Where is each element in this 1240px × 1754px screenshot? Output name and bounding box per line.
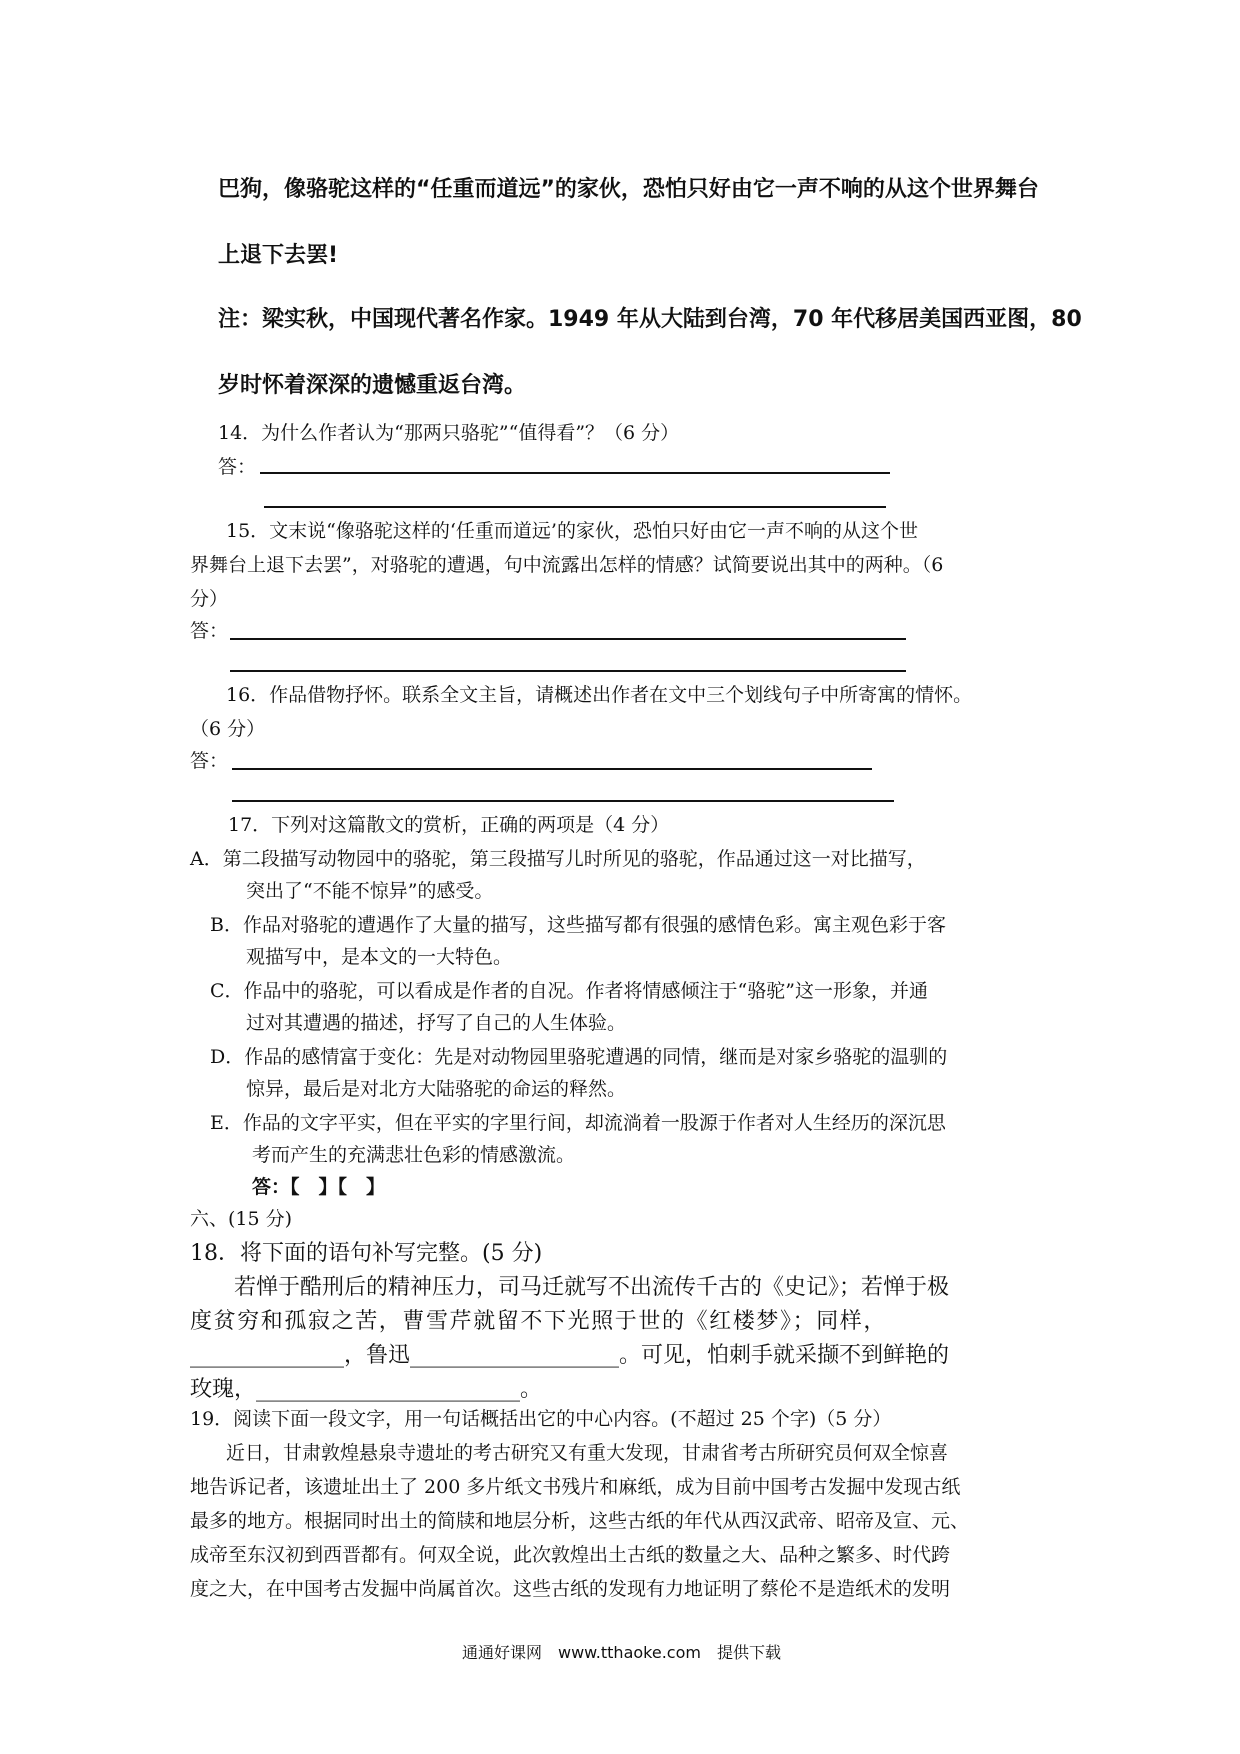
- question-15-line-3: 分）: [190, 588, 229, 610]
- note-line-1: 注：梁实秋，中国现代著名作家。1949 年从大陆到台湾，70 年代移居美国西亚图，80: [218, 307, 1082, 332]
- answer-line-14b[interactable]: [264, 506, 886, 508]
- answer-line-15b[interactable]: [230, 670, 906, 672]
- option-b-line-1: B．作品对骆驼的遭遇作了大量的描写，这些描写都有很强的感情色彩。寓主观色彩于客: [210, 914, 946, 936]
- option-a-line-1: A．第二段描写动物园中的骆驼，第三段描写儿时所见的骆驼，作品通过这一对比描写，: [190, 848, 926, 870]
- answer-line-14a[interactable]: [260, 472, 890, 474]
- q19-line-4: 成帝至东汉初到西晋都有。何双全说，此次敦煌出土古纸的数量之大、品种之繁多、时代跨: [190, 1544, 951, 1566]
- passage-line-2: 上退下去罢!: [218, 243, 339, 268]
- passage-line-1: 巴狗，像骆驼这样的“任重而道远”的家伙，恐怕只好由它一声不响的从这个世界舞台: [218, 177, 1039, 202]
- option-a-line-2: 突出了“不能不惊异”的感受。: [246, 880, 494, 902]
- note-line-2: 岁时怀着深深的遗憾重返台湾。: [218, 373, 527, 398]
- q19-line-5: 度之大，在中国考古发掘中尚属首次。这些古纸的发现有力地证明了蔡伦不是造纸术的发明: [190, 1578, 951, 1600]
- option-d-line-2: 惊异，最后是对北方大陆骆驼的命运的释然。: [246, 1078, 627, 1100]
- answer-label-15: 答：: [190, 620, 229, 642]
- question-16-line-1: 16．作品借物抒怀。联系全文主旨，请概述出作者在文中三个划线句子中所寄寓的情怀。: [226, 684, 973, 706]
- option-c-line-2: 过对其遭遇的描述，抒写了自己的人生体验。: [246, 1012, 627, 1034]
- q18-line-3[interactable]: ______________，鲁迅___________________。可见，怕刺手就采撷不到鲜艳的: [190, 1343, 950, 1368]
- question-16-line-2: （6 分）: [190, 718, 266, 740]
- answer-line-16b[interactable]: [232, 800, 894, 802]
- option-d-line-1: D．作品的感情富于变化：先是对动物园里骆驼遭遇的同情，继而是对家乡骆驼的温驯的: [210, 1046, 948, 1068]
- option-c-line-1: C．作品中的骆驼，可以看成是作者的自况。作者将情感倾注于“骆驼”这一形象，并通: [210, 980, 928, 1002]
- answer-label-14: 答：: [218, 456, 257, 478]
- answer-line-15a[interactable]: [230, 638, 906, 640]
- footer-download-text: 通通好课网 www.tthaoke.com 提供下载: [462, 1643, 781, 1662]
- option-e-line-2: 考而产生的充满悲壮色彩的情感激流。: [252, 1144, 576, 1166]
- answer-17-brackets[interactable]: 答：【 】【 】: [252, 1176, 386, 1198]
- question-15-line-1: 15．文末说“像骆驼这样的‘任重而道远’的家伙，恐怕只好由它一声不响的从这个世: [226, 520, 918, 542]
- option-e-line-1: E．作品的文字平实，但在平实的字里行间，却流淌着一股源于作者对人生经历的深沉思: [210, 1112, 946, 1134]
- q19-line-2: 地告诉记者，该遗址出土了 200 多片纸文书残片和麻纸，成为目前中国考古发掘中发现古纸: [190, 1476, 961, 1498]
- question-18-stem: 18．将下面的语句补写完整。(5 分): [190, 1241, 543, 1266]
- section-6-heading: 六、(15 分): [190, 1208, 293, 1230]
- question-14: 14．为什么作者认为“那两只骆驼”“值得看”？（6 分）: [218, 422, 680, 444]
- q18-line-2: 度贫穷和孤寂之苦，曹雪芹就留不下光照于世的《红楼梦》；同样，: [190, 1309, 888, 1334]
- answer-label-16: 答：: [190, 750, 229, 772]
- option-b-line-2: 观描写中，是本文的一大特色。: [246, 946, 513, 968]
- question-15-line-2: 界舞台上退下去罢”，对骆驼的遭遇，句中流露出怎样的情感？试简要说出其中的两种。（6: [190, 554, 944, 576]
- answer-line-16a[interactable]: [232, 768, 872, 770]
- question-19-stem: 19．阅读下面一段文字，用一句话概括出它的中心内容。(不超过 25 个字)（5 分）: [190, 1408, 892, 1430]
- q19-line-3: 最多的地方。根据同时出土的简牍和地层分析，这些古纸的年代从西汉武帝、昭帝及宣、元、: [190, 1510, 970, 1532]
- q18-line-1: 若惮于酷刑后的精神压力，司马迁就写不出流传千古的《史记》；若惮于极: [234, 1275, 950, 1300]
- q18-line-4[interactable]: 玫瑰，________________________。: [190, 1377, 543, 1402]
- q19-line-1: 近日，甘肃敦煌悬泉寺遗址的考古研究又有重大发现，甘肃省考古所研究员何双全惊喜: [226, 1442, 949, 1464]
- question-17-stem: 17．下列对这篇散文的赏析，正确的两项是（4 分）: [228, 814, 670, 836]
